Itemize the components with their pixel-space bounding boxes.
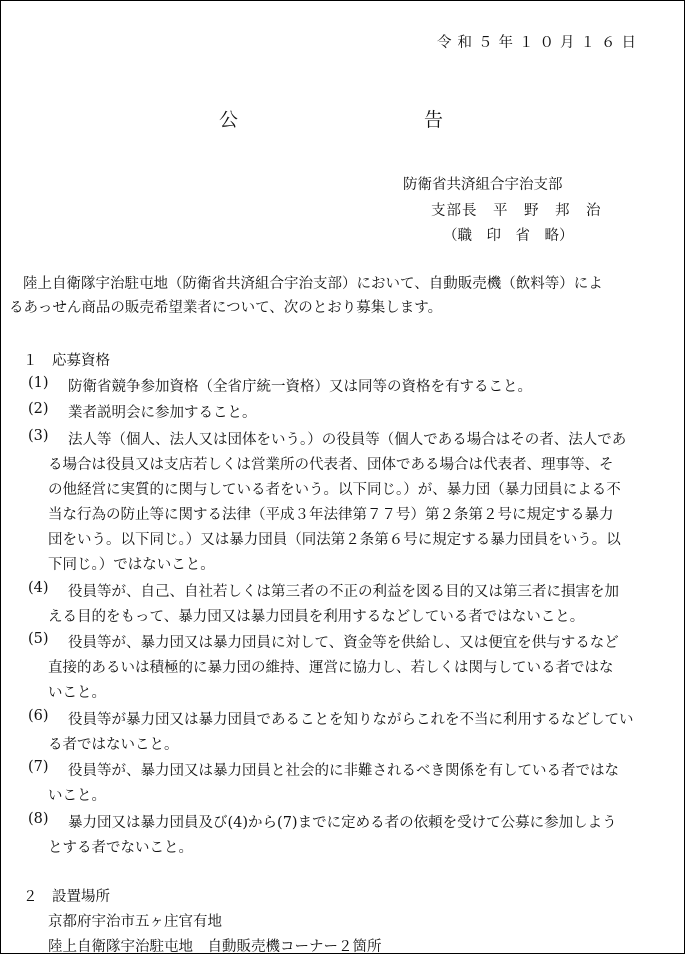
item-text: 当な行為の防止等に関する法律（平成３年法律第７７号）第２条第２号に規定する暴力: [48, 507, 614, 523]
item-text: 役員等が、自己、自社若しくは第三者の不正の利益を図る目的又は第三者に損害を加: [68, 584, 619, 600]
item-label: (7): [28, 759, 49, 775]
item-text: 下同じ。）ではないこと。: [48, 557, 215, 573]
title-char-2: 告: [424, 109, 444, 131]
item-label: (3): [28, 428, 49, 444]
item-text: 防衛省競争参加資格（全省庁統一資格）又は同等の資格を有すること。: [68, 379, 532, 395]
location-line: 陸上自衛隊宇治駐屯地 自動販売機コーナー２箇所: [48, 939, 382, 954]
issuer-signer: 支部長 平 野 邦 治: [431, 203, 602, 219]
item-label: (4): [28, 580, 49, 596]
item-label: (2): [28, 401, 49, 417]
issuer-organization: 防衛省共済組合宇治支部: [403, 177, 563, 193]
section-heading-eligibility: １ 応募資格: [23, 353, 110, 369]
item-text: とする者でないこと。: [48, 840, 193, 856]
item-text: の他経営に実質的に関与している者をいう。以下同じ。）が、暴力団（暴力団員による不: [48, 482, 621, 498]
item-text: 役員等が、暴力団又は暴力団員と社会的に非難されるべき関係を有している者ではな: [68, 763, 619, 779]
title-char-1: 公: [219, 109, 239, 131]
item-text: える目的をもって、暴力団又は暴力団員を利用するなどしている者ではないこと。: [48, 609, 585, 625]
item-text: 役員等が暴力団又は暴力団員であることを知りながらこれを不当に利用するなどしてい: [68, 712, 634, 728]
item-text: る者ではないこと。: [48, 737, 179, 753]
item-text: 直接的あるいは積極的に暴力団の維持、運営に協力し、若しくは関与している者ではな: [48, 660, 614, 676]
intro-line: 陸上自衛隊宇治駐屯地（防衛省共済組合宇治支部）において、自動販売機（飲料等）によ: [23, 276, 603, 292]
intro-line: るあっせん商品の販売希望業者について、次のとおり募集します。: [9, 300, 443, 316]
location-line: 京都府宇治市五ヶ庄官有地: [48, 914, 222, 930]
notice-date: 令和５年１０月１６日: [437, 35, 642, 51]
item-text: 役員等が、暴力団又は暴力団員に対して、資金等を供給し、又は便宜を供与するなど: [68, 635, 619, 651]
item-text: 暴力団又は暴力団員及び(4)から(7)までに定める者の依頼を受けて公募に参加しよう: [68, 815, 617, 831]
item-text: 業者説明会に参加すること。: [68, 405, 257, 421]
item-text: 団をいう。以下同じ。）又は暴力団員（同法第２条第６号に規定する暴力団員をいう。以: [48, 532, 621, 548]
item-label: (1): [28, 375, 49, 391]
item-text: 法人等（個人、法人又は団体をいう。）の役員等（個人である場合はその者、法人であ: [68, 432, 627, 448]
item-text: いこと。: [48, 685, 106, 701]
section-heading-location: ２ 設置場所: [23, 889, 110, 905]
item-label: (6): [28, 708, 49, 724]
seal-omitted-note: （職 印 省 略）: [443, 228, 574, 244]
item-text: いこと。: [48, 788, 106, 804]
item-text: る場合は役員又は支店若しくは営業所の代表者、団体である場合は代表者、理事等、そ: [48, 457, 614, 473]
item-label: (5): [28, 631, 49, 647]
item-label: (8): [28, 811, 49, 827]
